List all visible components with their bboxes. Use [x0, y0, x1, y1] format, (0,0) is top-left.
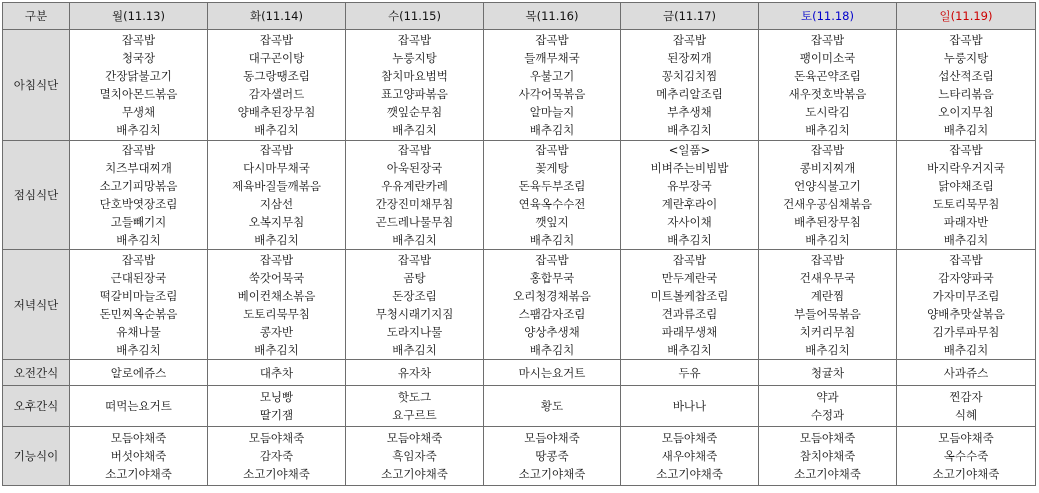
menu-cell [346, 386, 484, 427]
menu-item: 누룽지탕 [392, 51, 437, 65]
menu-item: 감자샐러드 [248, 87, 305, 101]
menu-item: 꽁치김치찜 [661, 69, 718, 83]
menu-item: 건새우공심채볶음 [783, 197, 872, 211]
menu-item: 모듬야채죽 [799, 431, 856, 445]
menu-item: 흑임자죽 [392, 449, 437, 463]
row-label: 오전간식 [3, 360, 70, 386]
menu-item: 잡곡밥 [259, 252, 294, 267]
menu-item: 알로에쥬스 [110, 365, 167, 380]
day-date: (11.14) [261, 9, 303, 23]
day-date: (11.19) [950, 9, 993, 23]
menu-item: 도시락김 [805, 105, 850, 119]
menu-cell [759, 141, 897, 250]
menu-item: 소고기야채죽 [243, 467, 310, 481]
menu-item: 팽이미소국 [799, 51, 856, 65]
menu-item: 배추김치 [529, 233, 575, 247]
menu-item: 배추김치 [254, 123, 299, 137]
menu-item: 메추리알조림 [656, 87, 723, 101]
menu-cell [208, 250, 346, 360]
menu-item: 잡곡밥 [121, 252, 156, 267]
menu-item: 표고양파볶음 [381, 87, 448, 101]
menu-item: 누룽지탕 [943, 51, 989, 65]
menu-item: 동그랑땡조림 [243, 69, 310, 83]
menu-item: 다시마무채국 [243, 161, 310, 175]
menu-item: 배추김치 [943, 123, 989, 137]
menu-item: 식혜 [954, 408, 978, 422]
menu-item: 소고기야채죽 [381, 467, 448, 481]
menu-item: 단호박엿장조림 [99, 197, 178, 211]
menu-cell [484, 360, 621, 386]
menu-item: 배추김치 [943, 233, 989, 247]
menu-item: 우불고기 [529, 69, 575, 83]
menu-item: 딸기잼 [259, 408, 294, 422]
menu-item: 배추김치 [116, 233, 161, 247]
menu-item: 자사이채 [667, 215, 712, 229]
menu-item: 홍합무국 [529, 270, 575, 285]
menu-item: 잡곡밥 [810, 33, 845, 47]
menu-item: 돈장조림 [392, 288, 437, 303]
menu-item: 대구곤이탕 [248, 51, 305, 65]
menu-item: 닭야채조림 [938, 179, 994, 193]
menu-item: 콩비지찌개 [799, 161, 856, 175]
menu-item: 배추된장무침 [794, 215, 861, 229]
menu-item: 배추김치 [392, 123, 437, 137]
row-label: 점심식단 [3, 141, 70, 250]
menu-item: 들깨무채국 [524, 51, 580, 65]
day-date: (11.17) [674, 9, 716, 23]
menu-item: 비벼주는비빔밥 [650, 161, 729, 175]
row-label: 저녁식단 [3, 250, 70, 360]
menu-cell [621, 360, 759, 386]
menu-item: 모듬야채죽 [248, 431, 305, 445]
menu-cell [897, 30, 1036, 141]
menu-item: 도라지나물 [386, 324, 443, 339]
menu-cell [346, 427, 484, 486]
menu-item: 잡곡밥 [535, 143, 569, 157]
menu-item: 오복지무침 [248, 215, 305, 229]
corner-header: 구분 [3, 3, 70, 30]
menu-item: 언양식불고기 [794, 179, 861, 193]
menu-item: 잡곡밥 [949, 252, 983, 267]
menu-item: 잡곡밥 [672, 33, 707, 47]
menu-item: 스팸감자조림 [518, 306, 586, 321]
menu-cell [897, 250, 1036, 360]
menu-item: 양상추생채 [524, 324, 580, 339]
menu-item: 찐감자 [949, 390, 983, 404]
menu-item: 알마늘지 [529, 105, 575, 119]
menu-item: 배추김치 [805, 123, 850, 137]
day-header [346, 3, 484, 30]
menu-item: 배추김치 [943, 342, 989, 357]
day-header [621, 3, 759, 30]
menu-item: 소고기야채죽 [656, 467, 723, 481]
menu-cell [621, 386, 759, 427]
menu-item: 소고기야채죽 [105, 467, 172, 481]
menu-item: 배추김치 [254, 233, 299, 247]
menu-item: 유채나물 [116, 324, 161, 339]
day-name: 목 [525, 9, 537, 23]
menu-item: 잡곡밥 [535, 252, 569, 267]
menu-item: 부들어묵볶음 [794, 306, 861, 321]
menu-item: 잡곡밥 [949, 33, 983, 47]
menu-cell [759, 250, 897, 360]
menu-cell [70, 360, 208, 386]
menu-cell [208, 427, 346, 486]
menu-item: 잡곡밥 [672, 252, 707, 267]
menu-cell [484, 427, 621, 486]
menu-item: 소고기야채죽 [518, 467, 586, 481]
menu-item: 무생채 [121, 105, 156, 119]
menu-cell [70, 250, 208, 360]
menu-item: 베이컨채소볶음 [237, 288, 316, 303]
menu-item: 견과류조림 [661, 306, 718, 321]
menu-item: 버섯야채죽 [110, 449, 167, 463]
menu-item: 배추김치 [116, 123, 161, 137]
table-header-row [3, 3, 1036, 30]
menu-item: 깻잎지 [535, 215, 569, 229]
menu-item: 배추김치 [392, 342, 437, 357]
menu-cell [70, 427, 208, 486]
menu-item: 배추김치 [667, 342, 712, 357]
menu-item: 간장진미채무침 [375, 197, 454, 211]
menu-item: 우유계란카레 [381, 179, 448, 193]
menu-item: 치커리무침 [799, 324, 856, 339]
menu-item: 바지락우거지국 [927, 161, 1005, 175]
menu-item: 감자죽 [259, 449, 294, 463]
menu-cell [208, 30, 346, 141]
menu-item: 잡곡밥 [810, 143, 845, 157]
menu-item: 떡갈비마늘조림 [99, 288, 178, 303]
menu-item: 배추김치 [116, 342, 161, 357]
menu-item: 오이지무침 [938, 105, 994, 119]
menu-item: 돈육두부조림 [518, 179, 586, 193]
menu-cell [346, 141, 484, 250]
menu-cell [484, 386, 621, 427]
menu-item: 소고기피망볶음 [99, 179, 178, 193]
menu-item: 멸치아몬드볶음 [99, 87, 178, 101]
menu-cell [759, 360, 897, 386]
menu-item: 연육옥수수전 [518, 197, 586, 211]
day-header [759, 3, 897, 30]
menu-item: 깻잎순무침 [386, 105, 443, 119]
menu-item: 가자미무조림 [932, 288, 1000, 303]
menu-item: 김가루파무침 [932, 324, 1000, 339]
menu-item: 치즈부대찌개 [105, 161, 172, 175]
table-row [3, 30, 1036, 141]
day-name: 월 [111, 9, 124, 23]
menu-cell [484, 30, 621, 141]
menu-item: 사과쥬스 [943, 365, 989, 380]
menu-item: 새우젓호박볶음 [788, 87, 867, 101]
table-body [3, 30, 1036, 486]
menu-item: 배추김치 [254, 342, 299, 357]
menu-cell [208, 386, 346, 427]
menu-cell [897, 141, 1036, 250]
menu-item: 잡곡밥 [259, 33, 294, 47]
menu-item: 간장닭불고기 [105, 69, 172, 83]
menu-item: 콩자반 [259, 324, 294, 339]
menu-item: 쑥갓어묵국 [248, 270, 305, 285]
menu-item: 감자양파국 [938, 270, 994, 285]
weekly-meal-table [2, 2, 1036, 486]
menu-item: 곰탕 [403, 270, 426, 285]
menu-cell [208, 360, 346, 386]
menu-item: 배추김치 [805, 342, 850, 357]
menu-item: 도토리묵무침 [932, 197, 1000, 211]
menu-item: 모듬야채죽 [386, 431, 443, 445]
menu-item: 계란후라이 [661, 197, 718, 211]
menu-item: 잡곡밥 [949, 143, 983, 157]
day-date: (11.13) [123, 9, 165, 23]
menu-item: 모듬야채죽 [661, 431, 718, 445]
menu-item: 미트볼케찹조림 [650, 288, 729, 303]
menu-cell [70, 30, 208, 141]
menu-cell [484, 250, 621, 360]
menu-item: 모듬야채죽 [524, 431, 580, 445]
menu-item: 오리청경채볶음 [513, 288, 591, 303]
menu-item: 소고기야채죽 [932, 467, 1000, 481]
day-date: (11.18) [812, 9, 854, 23]
menu-cell [621, 30, 759, 141]
menu-item: 유부장국 [667, 179, 712, 193]
day-header [208, 3, 346, 30]
menu-item: 청귤차 [810, 365, 845, 380]
table-row [3, 250, 1036, 360]
menu-item: 고들빼기지 [110, 215, 167, 229]
menu-item: 마시는요거트 [518, 365, 586, 380]
menu-item: 소고기야채죽 [794, 467, 861, 481]
row-label: 아침식단 [3, 30, 70, 141]
table-row [3, 386, 1036, 427]
menu-cell [621, 250, 759, 360]
menu-cell [208, 141, 346, 250]
menu-cell [346, 30, 484, 141]
menu-item: 잡곡밥 [397, 252, 432, 267]
menu-item: 수정과 [810, 408, 845, 422]
menu-item: 바나나 [672, 399, 707, 413]
menu-cell [759, 386, 897, 427]
day-header [897, 3, 1036, 30]
day-name: 화 [249, 9, 262, 23]
day-header [484, 3, 621, 30]
table-row [3, 360, 1036, 386]
day-date: (11.16) [536, 9, 579, 23]
menu-item: 무청시래기지짐 [375, 306, 454, 321]
menu-item: 잡곡밥 [121, 33, 156, 47]
menu-item: 약과 [816, 390, 839, 404]
menu-item: 파래무생채 [661, 324, 718, 339]
menu-cell [621, 427, 759, 486]
menu-cell [70, 386, 208, 427]
menu-item: 청국장 [121, 51, 156, 65]
day-header [70, 3, 208, 30]
menu-item: 요구르트 [392, 408, 437, 422]
menu-item: <일품> [668, 143, 711, 157]
menu-item: 참치야채죽 [799, 449, 856, 463]
day-name: 금 [662, 9, 675, 23]
menu-cell [484, 141, 621, 250]
menu-item: 양배추된장무침 [237, 105, 316, 119]
menu-item: 배추김치 [392, 233, 437, 247]
menu-item: 배추김치 [667, 233, 712, 247]
menu-item: 대추차 [259, 365, 294, 380]
menu-item: 잡곡밥 [259, 143, 294, 157]
menu-item: 계란찜 [810, 288, 845, 303]
menu-item: 떠먹는요거트 [105, 399, 172, 413]
menu-item: 아욱된장국 [386, 161, 443, 175]
menu-item: 땅콩죽 [535, 449, 569, 463]
menu-cell [759, 30, 897, 141]
menu-item: 모닝빵 [259, 390, 294, 404]
menu-item: 모듬야채죽 [110, 431, 167, 445]
menu-item: 배추김치 [805, 233, 850, 247]
menu-cell [346, 360, 484, 386]
menu-item: 모듬야채죽 [938, 431, 994, 445]
menu-item: 황도 [540, 399, 564, 413]
menu-item: 부추생채 [667, 105, 712, 119]
menu-cell [621, 141, 759, 250]
menu-item: 지삼선 [259, 197, 294, 211]
day-name: 일 [939, 9, 951, 23]
menu-item: 배추김치 [529, 342, 575, 357]
menu-item: 잡곡밥 [810, 252, 845, 267]
menu-item: 섭산적조림 [938, 69, 994, 83]
menu-item: 만두계란국 [661, 270, 718, 285]
menu-item: 돈육곤약조림 [794, 69, 861, 83]
menu-item: 된장찌개 [667, 51, 712, 65]
menu-item: 도토리묵무침 [243, 306, 310, 321]
row-label: 기능식이 [3, 427, 70, 486]
menu-cell [346, 250, 484, 360]
menu-item: 참치마요범벅 [381, 69, 448, 83]
day-name: 수 [387, 9, 400, 23]
menu-item: 잡곡밥 [535, 33, 569, 47]
menu-item: 배추김치 [529, 123, 575, 137]
menu-cell [897, 427, 1036, 486]
menu-item: 느타리볶음 [938, 87, 994, 101]
menu-item: 파래자반 [943, 215, 989, 229]
menu-item: 옥수수죽 [943, 449, 989, 463]
day-name: 토 [800, 9, 813, 23]
row-label: 오후간식 [3, 386, 70, 427]
menu-item: 잡곡밥 [121, 143, 156, 157]
menu-item: 돈민찌옥순볶음 [99, 306, 178, 321]
menu-item: 사각어묵볶음 [518, 87, 586, 101]
menu-item: 두유 [678, 365, 701, 380]
menu-item: 잡곡밥 [397, 143, 432, 157]
menu-item: 핫도그 [397, 390, 432, 404]
menu-item: 잡곡밥 [397, 33, 432, 47]
menu-item: 근대된장국 [110, 270, 167, 285]
day-date: (11.15) [399, 9, 441, 23]
table-row [3, 141, 1036, 250]
menu-item: 건새우무국 [799, 270, 856, 285]
menu-item: 새우야채죽 [661, 449, 718, 463]
menu-item: 제육바질들깨볶음 [232, 179, 321, 193]
menu-cell [759, 427, 897, 486]
menu-item: 곤드레나물무침 [375, 215, 454, 229]
menu-item: 유자차 [397, 365, 432, 380]
menu-cell [897, 386, 1036, 427]
table-row [3, 427, 1036, 486]
menu-cell [897, 360, 1036, 386]
menu-cell [70, 141, 208, 250]
menu-item: 배추김치 [667, 123, 712, 137]
menu-item: 양배추맛살볶음 [927, 306, 1005, 321]
menu-item: 꽃게탕 [535, 161, 569, 175]
